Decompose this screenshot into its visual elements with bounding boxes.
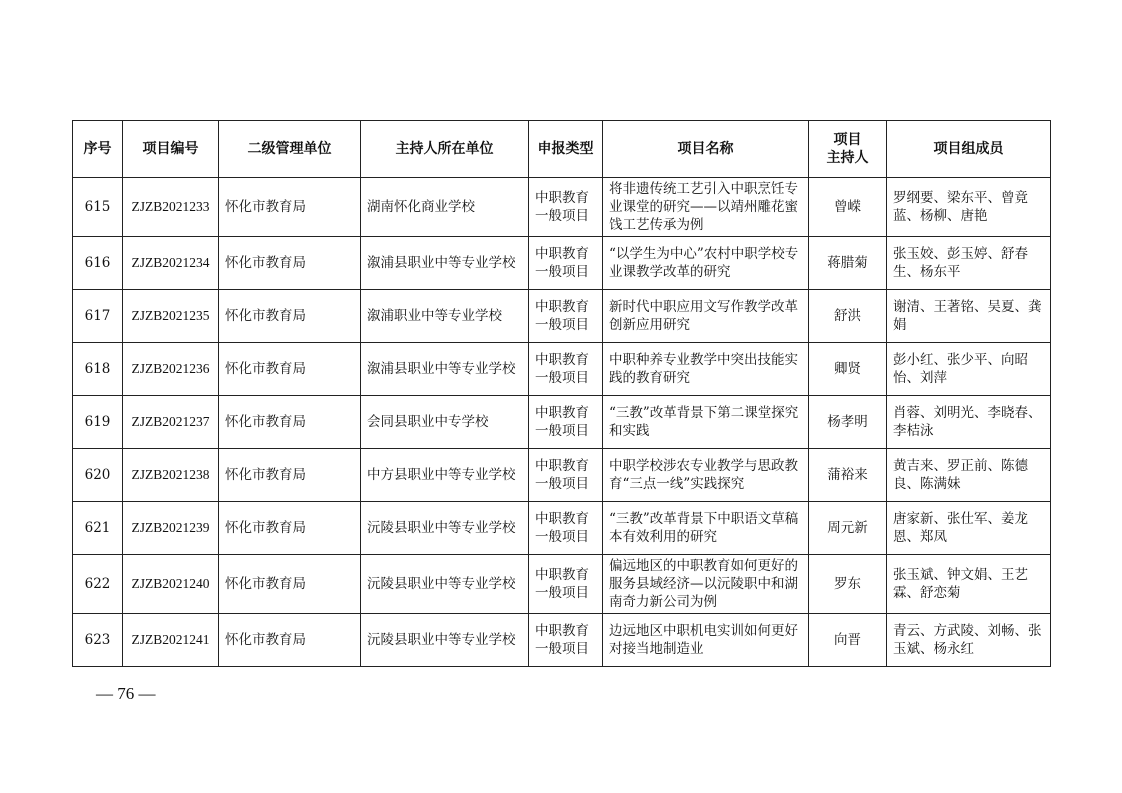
cell-project-name: “三教”改革背景下中职语文草稿本有效利用的研究 bbox=[603, 502, 809, 555]
cell-type: 中职教育一般项目 bbox=[529, 237, 603, 290]
cell-num: 618 bbox=[73, 343, 123, 396]
cell-members: 罗纲要、梁东平、曾竟蓝、杨柳、唐艳 bbox=[887, 178, 1051, 237]
cell-host: 罗东 bbox=[809, 555, 887, 614]
cell-num: 617 bbox=[73, 290, 123, 343]
cell-admin: 怀化市教育局 bbox=[219, 502, 361, 555]
cell-project-name: 偏远地区的中职教育如何更好的服务县域经济—以沅陵职中和湖南奇力新公司为例 bbox=[603, 555, 809, 614]
header-code: 项目编号 bbox=[123, 121, 219, 178]
header-type: 申报类型 bbox=[529, 121, 603, 178]
cell-host: 蒲裕来 bbox=[809, 449, 887, 502]
cell-members: 唐家新、张仕军、姜龙恩、郑凤 bbox=[887, 502, 1051, 555]
header-host: 项目 主持人 bbox=[809, 121, 887, 178]
cell-host: 周元新 bbox=[809, 502, 887, 555]
table-row bbox=[73, 614, 1051, 667]
cell-code: ZJZB2021241 bbox=[123, 614, 219, 667]
table-row bbox=[73, 290, 1051, 343]
cell-project-name: 中职种养专业教学中突出技能实践的教育研究 bbox=[603, 343, 809, 396]
cell-num: 623 bbox=[73, 614, 123, 667]
cell-admin: 怀化市教育局 bbox=[219, 343, 361, 396]
cell-type: 中职教育一般项目 bbox=[529, 555, 603, 614]
header-num: 序号 bbox=[73, 121, 123, 178]
cell-num: 622 bbox=[73, 555, 123, 614]
cell-num: 621 bbox=[73, 502, 123, 555]
cell-admin: 怀化市教育局 bbox=[219, 614, 361, 667]
cell-admin: 怀化市教育局 bbox=[219, 555, 361, 614]
table-row bbox=[73, 237, 1051, 290]
cell-code: ZJZB2021234 bbox=[123, 237, 219, 290]
cell-admin: 怀化市教育局 bbox=[219, 290, 361, 343]
cell-type: 中职教育一般项目 bbox=[529, 449, 603, 502]
cell-members: 黄吉来、罗正前、陈德良、陈满妹 bbox=[887, 449, 1051, 502]
cell-num: 615 bbox=[73, 178, 123, 237]
header-unit: 主持人所在单位 bbox=[361, 121, 529, 178]
cell-host: 蒋腊菊 bbox=[809, 237, 887, 290]
cell-project-name: “以学生为中心”农村中职学校专业课教学改革的研究 bbox=[603, 237, 809, 290]
cell-code: ZJZB2021238 bbox=[123, 449, 219, 502]
cell-unit: 沅陵县职业中等专业学校 bbox=[361, 502, 529, 555]
cell-host: 舒洪 bbox=[809, 290, 887, 343]
cell-project-name: 新时代中职应用文写作教学改革创新应用研究 bbox=[603, 290, 809, 343]
cell-members: 张玉斌、钟文娟、王艺霖、舒恋菊 bbox=[887, 555, 1051, 614]
cell-unit: 溆浦县职业中等专业学校 bbox=[361, 343, 529, 396]
cell-type: 中职教育一般项目 bbox=[529, 178, 603, 237]
cell-code: ZJZB2021239 bbox=[123, 502, 219, 555]
cell-unit: 中方县职业中等专业学校 bbox=[361, 449, 529, 502]
cell-host: 卿贤 bbox=[809, 343, 887, 396]
cell-project-name: “三教”改革背景下第二课堂探究和实践 bbox=[603, 396, 809, 449]
cell-members: 肖蓉、刘明光、李晓春、李桔泳 bbox=[887, 396, 1051, 449]
cell-unit: 沅陵县职业中等专业学校 bbox=[361, 614, 529, 667]
cell-unit: 沅陵县职业中等专业学校 bbox=[361, 555, 529, 614]
cell-type: 中职教育一般项目 bbox=[529, 502, 603, 555]
cell-unit: 湖南怀化商业学校 bbox=[361, 178, 529, 237]
cell-code: ZJZB2021240 bbox=[123, 555, 219, 614]
table-row bbox=[73, 343, 1051, 396]
page-number: — 76 — bbox=[96, 684, 156, 703]
table-row bbox=[73, 449, 1051, 502]
cell-host: 杨孝明 bbox=[809, 396, 887, 449]
cell-admin: 怀化市教育局 bbox=[219, 237, 361, 290]
cell-admin: 怀化市教育局 bbox=[219, 396, 361, 449]
table-row bbox=[73, 178, 1051, 237]
cell-type: 中职教育一般项目 bbox=[529, 614, 603, 667]
cell-type: 中职教育一般项目 bbox=[529, 396, 603, 449]
cell-unit: 会同县职业中专学校 bbox=[361, 396, 529, 449]
cell-members: 张玉姣、彭玉婷、舒春生、杨东平 bbox=[887, 237, 1051, 290]
cell-code: ZJZB2021235 bbox=[123, 290, 219, 343]
cell-host: 曾嵘 bbox=[809, 178, 887, 237]
cell-num: 620 bbox=[73, 449, 123, 502]
cell-num: 619 bbox=[73, 396, 123, 449]
cell-admin: 怀化市教育局 bbox=[219, 178, 361, 237]
cell-host: 向晋 bbox=[809, 614, 887, 667]
cell-project-name: 边远地区中职机电实训如何更好对接当地制造业 bbox=[603, 614, 809, 667]
cell-unit: 溆浦职业中等专业学校 bbox=[361, 290, 529, 343]
cell-members: 谢清、王著铭、吴夏、龚娟 bbox=[887, 290, 1051, 343]
header-admin: 二级管理单位 bbox=[219, 121, 361, 178]
header-members: 项目组成员 bbox=[887, 121, 1051, 178]
cell-code: ZJZB2021233 bbox=[123, 178, 219, 237]
cell-project-name: 中职学校涉农专业教学与思政教育“三点一线”实践探究 bbox=[603, 449, 809, 502]
cell-code: ZJZB2021237 bbox=[123, 396, 219, 449]
header-name: 项目名称 bbox=[603, 121, 809, 178]
cell-members: 青云、方武陵、刘畅、张玉斌、杨永红 bbox=[887, 614, 1051, 667]
cell-unit: 溆浦县职业中等专业学校 bbox=[361, 237, 529, 290]
table-row bbox=[73, 396, 1051, 449]
cell-type: 中职教育一般项目 bbox=[529, 343, 603, 396]
table-header-row bbox=[73, 121, 1051, 178]
table-row bbox=[73, 555, 1051, 614]
cell-project-name: 将非遗传统工艺引入中职烹饪专业课堂的研究——以靖州雕花蜜饯工艺传承为例 bbox=[603, 178, 809, 237]
table-row bbox=[73, 502, 1051, 555]
project-table bbox=[72, 120, 1051, 667]
cell-members: 彭小红、张少平、向昭怡、刘萍 bbox=[887, 343, 1051, 396]
cell-code: ZJZB2021236 bbox=[123, 343, 219, 396]
cell-num: 616 bbox=[73, 237, 123, 290]
cell-type: 中职教育一般项目 bbox=[529, 290, 603, 343]
cell-admin: 怀化市教育局 bbox=[219, 449, 361, 502]
